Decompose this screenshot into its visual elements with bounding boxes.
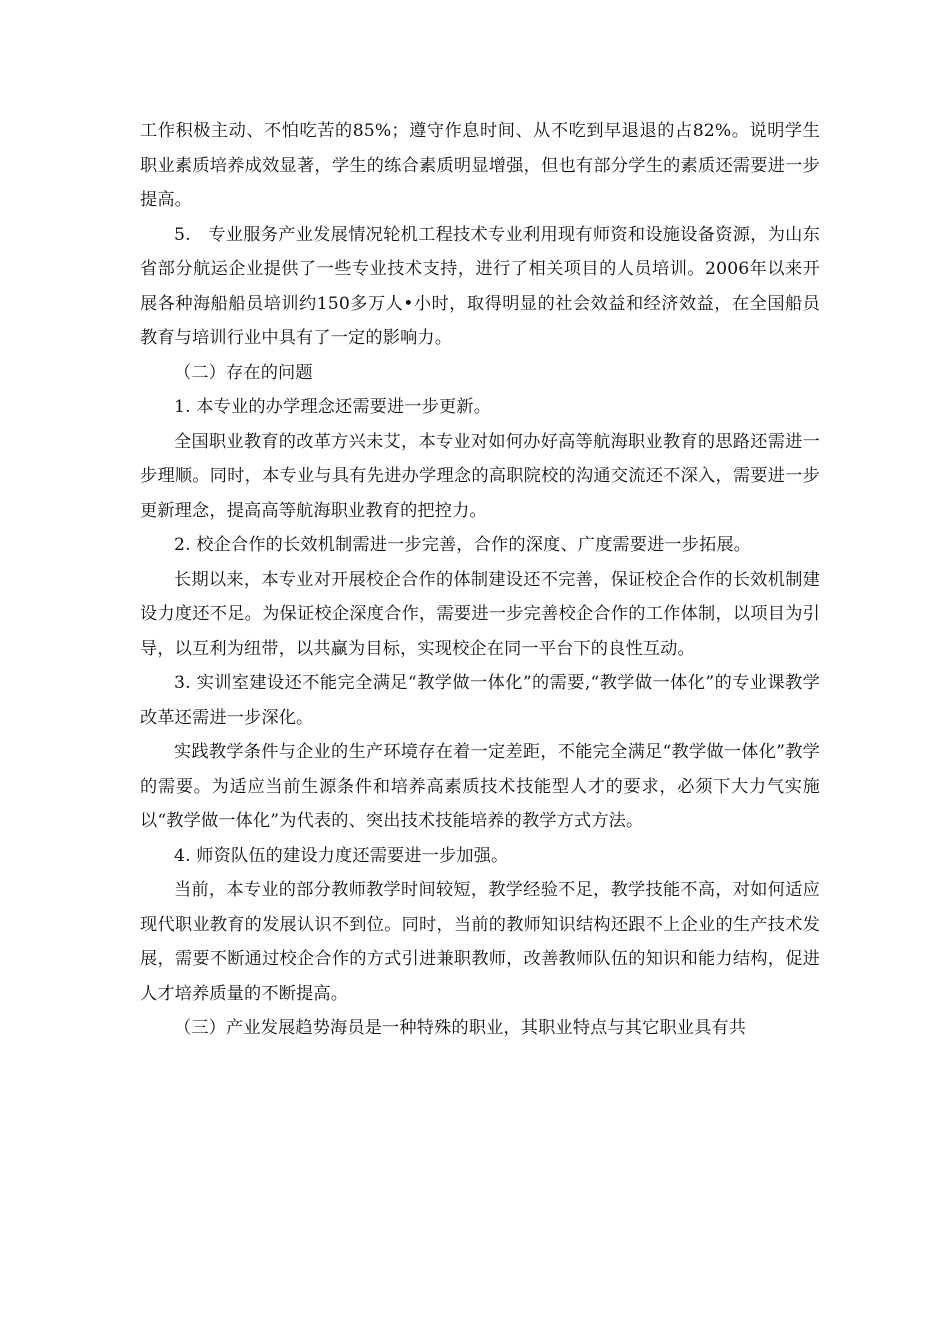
- section-heading-problems: （二）存在的问题: [174, 362, 313, 383]
- document-body: [140, 114, 820, 1046]
- problem-heading-4: 4. 师资队伍的建设力度还需要进一步加强。: [174, 845, 509, 866]
- paragraph-problem-1: 全国职业教育的改革方兴未艾，本专业对如何办好高等航海职业教育的思路还需进一步理顺。同时，本专业与具有先进办学理念的高职院校的沟通交流还不深入，需要进一步更新理念，提高高等航海职业教育的把控力。: [140, 431, 820, 521]
- problem-heading-2: 2. 校企合作的长效机制需进一步完善，合作的深度、广度需要进一步拓展。: [174, 535, 752, 555]
- paragraph-problem-4: 当前，本专业的部分教师教学时间较短，教学经验不足，教学技能不高，对如何适应现代职业教育的发展认识不到位。同时，当前的教师知识结构还跟不上企业的生产技术发展，需要不断通过校企合作的方式引进兼职教师，改善教师队伍的知识和能力结构，促进人才培养质量的不断提高。: [140, 880, 820, 1004]
- paragraph-problem-3: 实践教学条件与企业的生产环境存在着一定差距，不能完全满足“教学做一体化”教学的需要。为适应当前生源条件和培养高素质技术技能型人才的要求，必须下大力气实施以“教学做一体化”为代表的、突出技术技能培养的教学方式方法。: [140, 742, 820, 831]
- paragraph-problem-2: 长期以来，本专业对开展校企合作的体制建设还不完善，保证校企合作的长效机制建设力度还不足。为保证校企深度合作，需要进一步完善校企合作的工作体制，以项目为引导，以互利为纽带，以共赢为目标，实现校企在同一平台下的良性互动。: [140, 569, 820, 659]
- section-heading-trends: （三）产业发展趋势海员是一种特殊的职业，其职业特点与其它职业具有共: [174, 1018, 747, 1038]
- problem-heading-3: 3. 实训室建设还不能完全满足“教学做一体化”的需要,“教学做一体化”的专业课教学改革还需进一步深化。: [140, 673, 820, 728]
- problem-heading-1: 1. 本专业的办学理念还需要进一步更新。: [174, 397, 492, 417]
- paragraph-item-5: 5. 专业服务产业发展情况轮机工程技术专业利用现有师资和设施设备资源，为山东省部分航运企业提供了一些专业技术支持，进行了相关项目的人员培训。2006年以来开展各种海船船员培训约150多万人•小时，取得明显的社会效益和经济效益，在全国船员教育与培训行业中具有了一定的影响力。: [140, 224, 820, 348]
- paragraph-continuation: 工作积极主动、不怕吃苦的85%；遵守作息时间、从不吃到早退退的占82%。说明学生职业素质培养成效显著，学生的练合素质明显增强，但也有部分学生的素质还需要进一步提高。: [140, 121, 820, 210]
